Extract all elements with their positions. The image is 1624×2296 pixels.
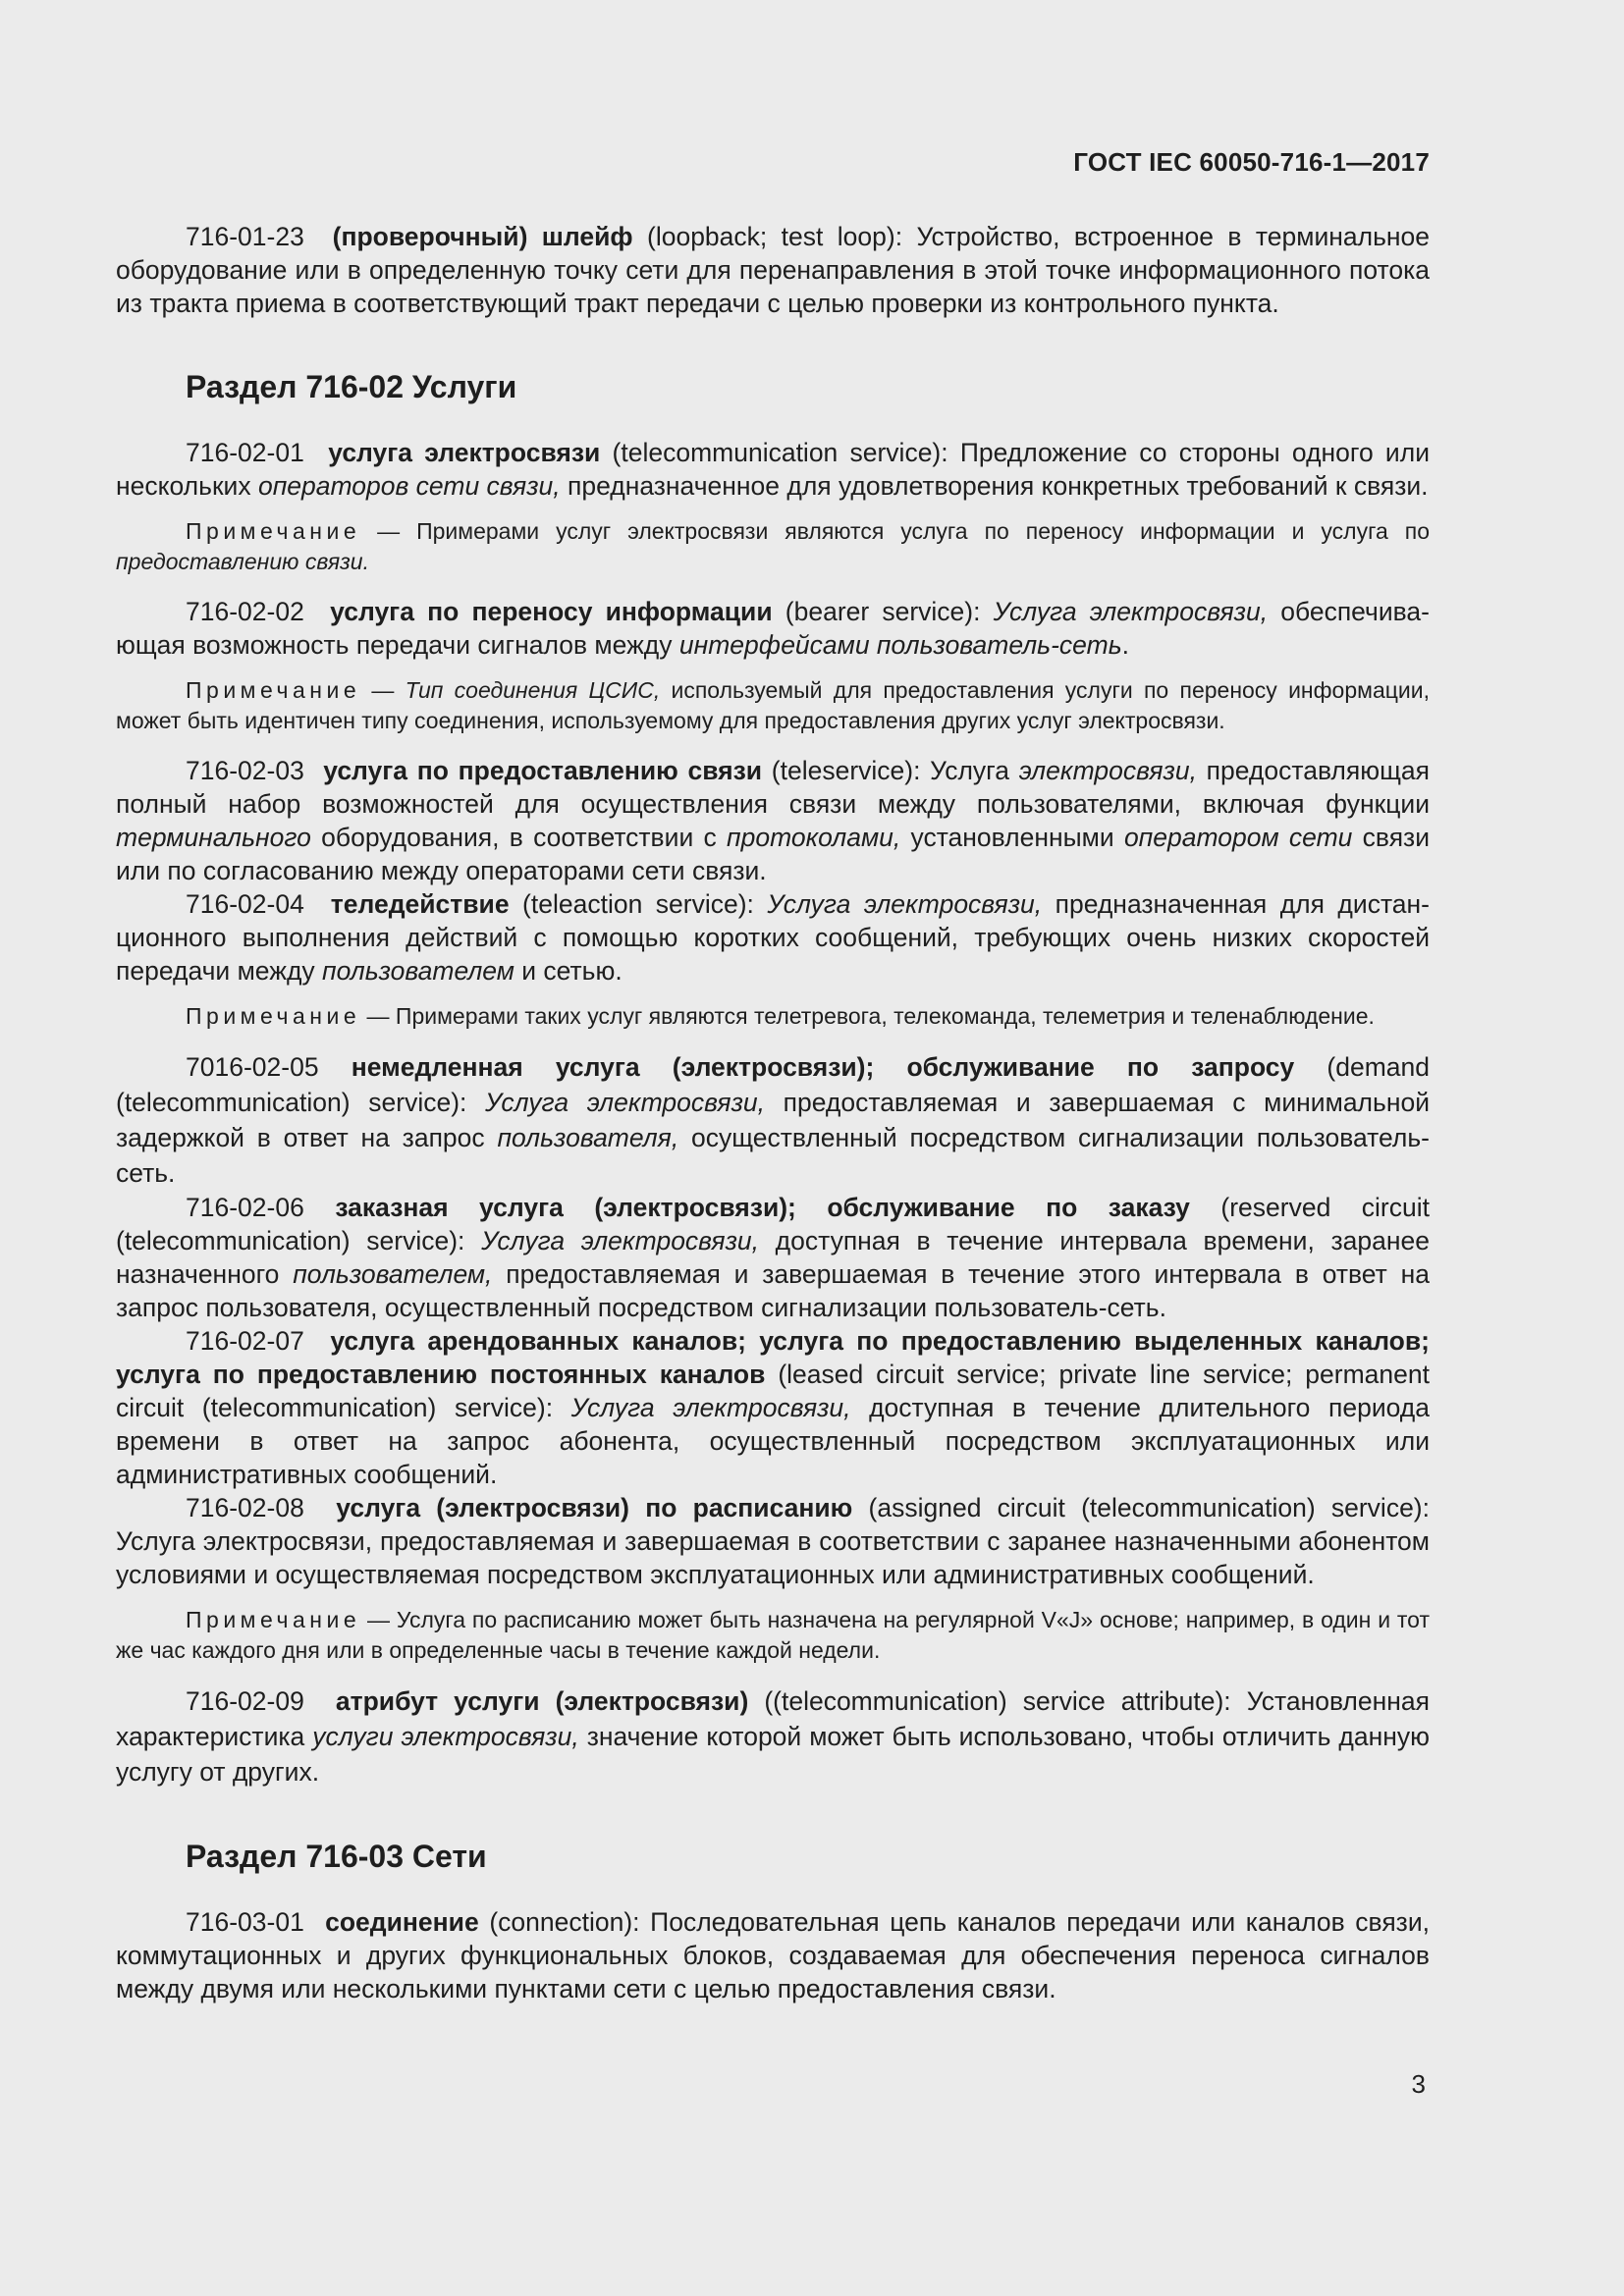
term-number: 716-02-07: [186, 1326, 304, 1356]
term-entry-716-02-03: 716-02-03 услуга по предоставлению связи (teleservice): Услуга электросвязи, предоставляющая полный набор возможностей для осуществления связи между пользователями, включая функции терминального оборудования, в соответствии с протоколами, установленными оператором сети связи или по согласованию между операторами сети связи.: [116, 756, 1431, 885]
term-number: 716-02-06: [186, 1193, 304, 1222]
term-entry-716-02-04: 716-02-04 теледействие (teleaction service): Услуга электросвязи, предназначенная для дистанционного выполнения действий с помощью коротких сообщений, требующих очень низких скоростей передачи между пользователем и сетью.: [116, 889, 1430, 986]
term-number: 716-02-02: [186, 597, 304, 626]
term-name: (проверочный) шлейф: [332, 222, 633, 251]
term-name: немедленная услуга (электросвязи); обслуживание по запросу: [351, 1052, 1295, 1082]
note-label: Примечание: [186, 518, 361, 544]
term-entry-716-02-09: 716-02-09 атрибут услуги (электросвязи) ((telecommunication) service attribute): Установленная характеристика услуги электросвязи, значение которой может быть использовано, чтобы отличить данную услугу от других.: [116, 1686, 1430, 1787]
term-entry-716-02-02: 716-02-02 услуга по переносу информации (bearer service): Услуга электросвязи, обеспечивающая возможность передачи сигналов между интерфейсами пользователь-сеть.: [116, 597, 1430, 660]
note-716-02-02: Примечание — Тип соединения ЦСИС, используемый для предоставления услуги по переносу информации, может быть идентичен типу соединения, используемому для предоставления других услуг электросвязи.: [116, 677, 1430, 733]
note-716-02-01: Примечание — Примерами услуг электросвязи являются услуга по переносу информации и услуга по предоставлению связи.: [116, 518, 1430, 574]
term-number: 716-01-23: [186, 222, 304, 251]
term-name: услуга по предоставлению связи: [323, 756, 763, 785]
term-name: атрибут услуги (электросвязи): [335, 1686, 749, 1716]
note-label: Примечание: [186, 677, 361, 703]
term-number: 7016-02-05: [186, 1052, 319, 1082]
term-entry-716-02-07: 716-02-07 услуга арендованных каналов; услуга по предоставлению выделенных каналов; услуга по предоставлению постоянных каналов (leased circuit service; private line service; permanent circuit (telecommunication) service): Услуга электросвязи, доступная в течение длительного периода времени в ответ на запрос абонента, осуществленный посредством эксплуатационных или административных сообщений.: [116, 1326, 1430, 1489]
term-number: 716-02-01: [186, 438, 304, 467]
term-number: 716-02-09: [186, 1686, 304, 1716]
note-label: Примечание: [186, 1003, 361, 1029]
term-number: 716-02-03: [186, 756, 304, 785]
term-number: 716-02-04: [186, 889, 304, 919]
term-number: 716-02-08: [186, 1493, 304, 1522]
page-number: 3: [1411, 2069, 1426, 2099]
term-entry-716-02-01: 716-02-01 услуга электросвязи (telecommunication service): Предложение со стороны одного или нескольких операторов сети связи, предназначенное для удовлетворения конкретных требований к связи.: [116, 438, 1431, 501]
term-number: 716-03-01: [186, 1907, 304, 1937]
term-name: услуга (электросвязи) по расписанию: [336, 1493, 853, 1522]
section-title-716-03: Раздел 716-03 Сети: [186, 1839, 487, 1874]
document-header: ГОСТ IEC 60050-716-1—2017: [1073, 147, 1430, 177]
term-name: услуга по переносу информации: [330, 597, 773, 626]
term-entry-716-01-23: 716-01-23 (проверочный) шлейф (loopback; test loop): Устройство, встроенное в терминальное оборудование или в определенную точку сети для перенаправления в этой точке информационного потока из тракта приема в соответствующий тракт передачи с целью проверки из контрольного пункта.: [116, 222, 1430, 318]
term-entry-716-02-06: 716-02-06 заказная услуга (электросвязи); обслуживание по заказу (reserved circuit (telecommunication) service): Услуга электросвязи, доступная в течение интервала времени, заранее назначенного пользователем, предоставляемая и завершаемая в течение этого интервала в ответ на запрос пользователя, осуществленный посредством сигнализации пользователь-сеть.: [116, 1193, 1430, 1322]
document-body: [116, 220, 1430, 2005]
term-name: теледействие: [330, 889, 510, 919]
term-entry-716-02-08: 716-02-08 услуга (электросвязи) по расписанию (assigned circuit (telecommunication) service): Услуга электросвязи, предоставляемая и завершаемая в соответствии с заранее назначенными абонентом условиями и осуществляемая посредством эксплуатационных или административных сообщений.: [116, 1493, 1430, 1589]
note-716-02-08: Примечание — Услуга по расписанию может быть назначена на регулярной V«J» основе; например, в один и тот же час каждого дня или в определенные часы в течение каждой недели.: [116, 1607, 1430, 1663]
term-name: соединение: [325, 1907, 479, 1937]
term-entry-7016-02-05: 7016-02-05 немедленная услуга (электросвязи); обслуживание по запросу (demand (telecommunication) service): Услуга электросвязи, предоставляемая и завершаемая с минимальной задержкой в ответ на запрос пользователя, осуществленный посредством сигнализации пользователь-сеть.: [116, 1052, 1430, 1188]
term-name: заказная услуга (электросвязи); обслуживание по заказу: [335, 1193, 1190, 1222]
note-label: Примечание: [186, 1607, 361, 1632]
term-name: услуга арендованных каналов; услуга по предоставлению выделенных каналов; услуга по предоставлению постоянных каналов: [116, 1326, 1430, 1389]
note-716-02-04: Примечание — Примерами таких услуг являются телетревога, телекоманда, телеметрия и теленаблюдение.: [186, 1003, 1375, 1029]
term-name: услуга электросвязи: [328, 438, 601, 467]
section-title-716-02: Раздел 716-02 Услуги: [186, 369, 517, 404]
term-entry-716-03-01: 716-03-01 соединение (connection): Последовательная цепь каналов передачи или каналов связи, коммутационных и других функциональных блоков, создаваемая для обеспечения переноса сигналов между двумя или несколькими пунктами сети с целью предоставления связи.: [116, 1907, 1430, 2003]
